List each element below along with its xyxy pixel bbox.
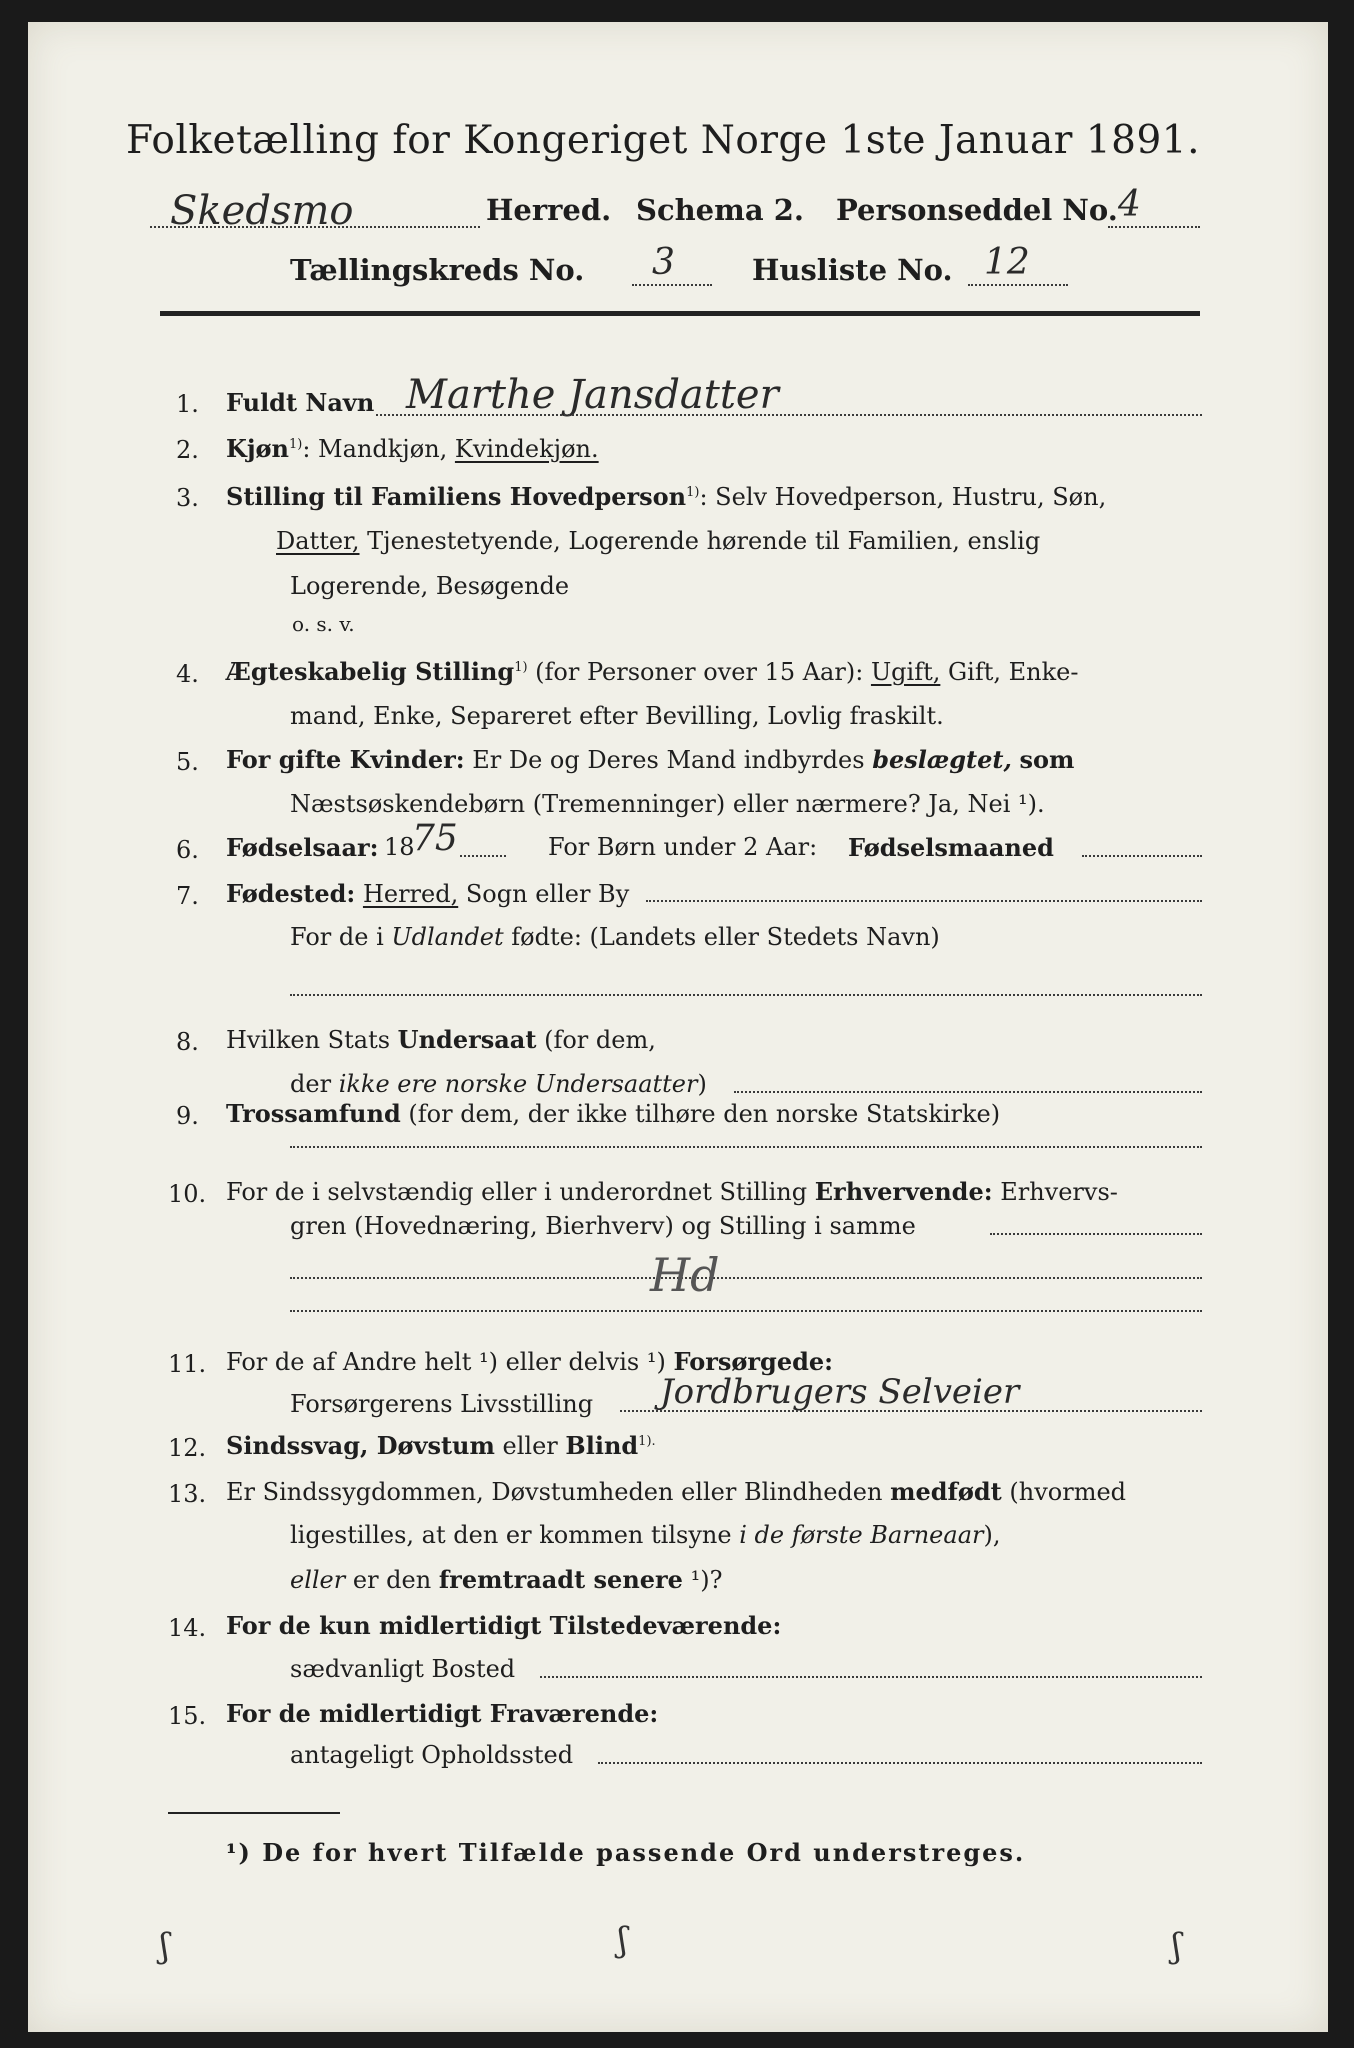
erhverv-text-1: For de i selvstændig eller i underordnet Stilling [226,1178,808,1206]
item-number: 2. [176,436,199,464]
kjon-row [226,434,599,463]
kreds-value: 3 [652,242,675,283]
blind-label: Blind [565,1431,639,1460]
stilling-options-3: Logerende, Besøgende [290,572,570,600]
herred-label: Herred. [486,193,612,227]
fuldt-navn-line [376,414,1202,416]
erhverv-line-3 [290,1310,1202,1312]
fodested-label: Fødested: [226,879,356,908]
trossamfund-label: Trossamfund [226,1099,401,1128]
sindssyg-row-2 [290,1521,1000,1549]
sindssyg-row-1 [226,1477,1126,1506]
footnote-ref: 1) [514,660,528,675]
sindssyg-text-6: ¹)? [690,1566,723,1594]
item-number: 12. [168,1434,207,1462]
gifte-som: som [1019,745,1075,774]
fodselsmaaned-line [1082,855,1202,857]
item-number: 11. [168,1350,207,1378]
stilling-options-1: : Selv Hovedperson, Hustru, Søn, [699,483,1107,511]
footnote-divider [168,1812,340,1814]
item-number: 4. [176,660,199,688]
undersaat-text-4: ) [697,1070,707,1098]
herred-value: Skedsmo [170,188,354,234]
personseddel-label: Personseddel No. [836,193,1118,227]
item-number: 13. [168,1480,207,1508]
sindssvag-row [226,1431,656,1460]
footnote-text: ¹) De for hvert Tilfælde passende Ord understreges. [226,1838,1026,1867]
medfodt-label: medfødt [890,1477,1002,1506]
ink-mark: ʃ [1172,1926,1182,1966]
ink-mark: ʃ [160,1926,170,1966]
gifte-row-1 [226,745,1074,774]
erhverv-line-2 [290,1277,1202,1279]
aegteskab-label: Ægteskabelig Stilling [226,657,515,686]
aegteskab-choice-underlined: Ugift, [870,658,941,686]
kjon-label: Kjøn [226,434,289,463]
undersaat-italic: ikke ere norske Undersaatter [338,1070,698,1098]
item-number: 8. [176,1028,199,1056]
trossamfund-text: (for dem, der ikke tilhøre den norske Statskirke) [408,1100,1001,1128]
gifte-italic: beslægtet, [872,745,1012,774]
item-number: 7. [176,882,199,910]
stilling-row-1 [226,482,1106,511]
aegteskab-options-1: Gift, Enke- [948,658,1079,686]
gifte-label: For gifte Kvinder: [226,745,465,774]
sindssyg-italic-1: i de første Barneaar [739,1521,984,1549]
erhverv-label: Erhvervende: [814,1177,993,1206]
udland-text-b: fødte: (Landets eller Stedets Navn) [511,923,940,951]
forsorgede-text-1: For de af Andre helt ¹) eller delvis ¹) [226,1348,666,1376]
undersaat-text-2: (for dem, [544,1026,656,1054]
fravaerende-label: For de midlertidigt Fraværende: [226,1699,659,1728]
fodested-line [646,900,1202,902]
schema-label: Schema 2. [636,193,804,227]
erhverv-label-2: Erhvervs- [1000,1178,1118,1206]
personseddel-dotted-line [1108,226,1200,228]
sindssyg-text-3: ligestilles, at den er kommen tilsyne [290,1521,732,1549]
fuldt-navn-value: Marthe Jansdatter [406,372,779,418]
husliste-label: Husliste No. [752,253,953,287]
opholdssted-line [598,1762,1202,1764]
trossamfund-line [290,1146,1202,1148]
fodselsmaaned-label: Fødselsmaaned [848,833,1054,862]
stilling-options-2: Tjenestetyende, Logerende hørende til Familien, enslig [367,527,1041,555]
fodested-options: Sogn eller By [465,880,630,908]
item-number: 1. [176,390,199,418]
undersaat-row-2 [290,1070,707,1098]
opholdssted-label: antageligt Opholdssted [290,1741,574,1769]
sindssyg-italic-2: eller [290,1566,346,1594]
forsorger-label: Forsørgerens Livsstilling [290,1390,594,1418]
undersaat-text-1: Hvilken Stats [226,1026,391,1054]
gifte-question-1: Er De og Deres Mand indbyrdes [472,746,865,774]
trossamfund-row [226,1099,1000,1128]
erhverv-row-1 [226,1177,1118,1206]
stilling-label: Stilling til Familiens Hovedperson [226,482,687,511]
kjon-options: : Mandkjøn, [302,435,448,463]
item-number: 10. [168,1180,207,1208]
stilling-options-4: o. s. v. [292,612,355,636]
footnote-ref: 1) [289,437,303,452]
undersaat-label: Undersaat [397,1025,537,1054]
item-number: 9. [176,1102,199,1130]
item-number: 6. [176,836,199,864]
udland-line [290,994,1202,996]
kreds-label: Tællingskreds No. [290,253,585,287]
fodselsaar-line [460,855,506,857]
fodselsaar-label: Fødselsaar: [226,833,379,862]
personseddel-value: 4 [1118,184,1141,225]
aegteskab-options-2: mand, Enke, Separeret efter Bevilling, Lovlig fraskilt. [290,702,944,730]
item-number: 14. [168,1614,207,1642]
husliste-dotted-line [968,284,1068,286]
fodested-choice-underlined: Herred, [362,880,459,908]
undersaat-text-3: der [290,1070,332,1098]
undersaat-line [734,1091,1202,1093]
fodested-row-2 [290,923,940,951]
sindssyg-row-3 [290,1565,722,1594]
fuldt-navn-label: Fuldt Navn [226,388,375,417]
sindssyg-text-2: (hvormed [1009,1478,1127,1506]
bosted-line [540,1676,1202,1678]
forsorgede-label: Forsørgede: [673,1347,834,1376]
fodselsaar-value: 75 [412,818,458,859]
udland-italic: Udlandet [391,923,504,951]
sindssvag-text: eller [502,1432,558,1460]
tilstedevaerende-label: For de kun midlertidigt Tilstedeværende: [226,1611,782,1640]
form-title: Folketælling for Kongeriget Norge 1ste Januar 1891. [126,118,1200,163]
footnote-ref: 1) [686,485,700,500]
kreds-dotted-line [632,284,712,286]
husliste-value: 12 [984,242,1030,283]
footnote-ref: 1). [638,1434,656,1449]
header-divider [160,311,1200,316]
item-number: 3. [176,484,199,512]
gifte-question-2: Næstsøskendebørn (Tremenninger) eller nærmere? Ja, Nei ¹). [290,790,1045,818]
forsorger-value: Jordbrugers Selveier [660,1372,1020,1412]
stilling-choice-underlined: Datter, [276,527,360,555]
sindssyg-text-4: ), [983,1521,1001,1549]
aegteskab-row-1 [226,657,1078,686]
item-number: 5. [176,748,199,776]
sindssyg-text-5: er den [352,1566,432,1594]
item-number: 15. [168,1702,207,1730]
aegteskab-note: (for Personer over 15 Aar): [535,658,864,686]
fremtraadt-label: fremtraadt senere [438,1565,683,1594]
bosted-label: sædvanligt Bosted [290,1655,516,1683]
sindssvag-label: Sindssvag, Døvstum [226,1431,495,1460]
census-form-sheet [28,22,1328,2032]
udland-text-a: For de i [290,923,384,951]
kjon-choice-underlined: Kvindekjøn. [454,435,599,463]
erhverv-text-2: gren (Hovednæring, Bierhverv) og Stilling i samme [290,1212,916,1240]
undersaat-row-1 [226,1025,656,1054]
erhverv-scribble: Hd [650,1248,720,1302]
sindssyg-text-1: Er Sindssygdommen, Døvstumheden eller Blindheden [226,1478,883,1506]
fodselsaar-prefix: 18 [384,833,415,861]
erhverv-line-1 [990,1233,1202,1235]
born-under-2-label: For Børn under 2 Aar: [548,833,818,861]
forsorger-line [620,1410,1202,1412]
stilling-row-2 [276,527,1040,555]
ink-mark: ʃ [618,1920,628,1960]
fodested-row-1 [226,879,629,908]
